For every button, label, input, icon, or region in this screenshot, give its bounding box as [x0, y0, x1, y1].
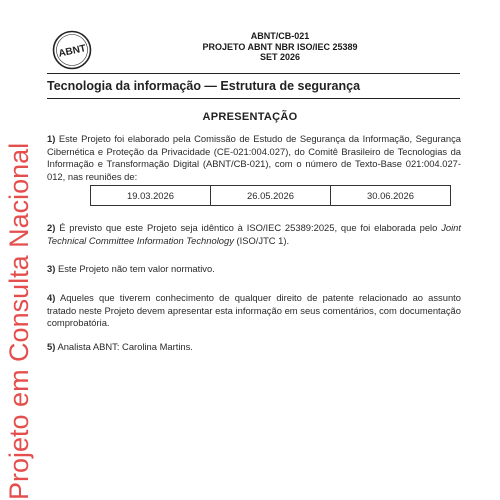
project-date: SET 2026	[259, 52, 301, 62]
paragraph-text: Este Projeto foi elaborado pela Comissão de Estudo de Segurança da Informação, Segurança Cibernética e Proteção da Privacidade (CE-021:004.027), do Comitê Brasileiro de Tecnologias da Informação e Transformação Digital (ABNT/CB-021), com o número de Texto-Base 021:004.027-012, nas reuniões de:	[47, 133, 461, 182]
meeting-date-2: 26.05.2026	[211, 186, 331, 206]
committee-code: ABNT/CB-021	[250, 31, 310, 41]
section-heading: APRESENTAÇÃO	[202, 111, 298, 123]
header-divider	[47, 73, 460, 74]
document-title: Tecnologia da informação — Estrutura de segurança	[47, 79, 361, 93]
paragraph-5	[47, 341, 461, 354]
paragraph-number: 4)	[47, 292, 56, 303]
header-codes	[180, 31, 380, 63]
paragraph-number: 5)	[47, 341, 56, 352]
paragraph-text: É previsto que este Projeto seja idêntico à ISO/IEC 25389:2025, que foi elaborada pelo	[59, 222, 442, 233]
table-row	[91, 186, 451, 206]
paragraph-3	[47, 263, 461, 276]
title-divider	[47, 98, 460, 99]
paragraph-number: 2)	[47, 222, 56, 233]
paragraph-text: Analista ABNT: Carolina Martins.	[57, 341, 193, 352]
project-code: PROJETO ABNT NBR ISO/IEC 25389	[202, 41, 358, 52]
paragraph-4	[47, 292, 461, 330]
paragraph-text-end: (ISO/JTC 1).	[233, 234, 290, 246]
committee-name: Joint Technical Committee Information Technology	[47, 222, 462, 246]
paragraph-number: 1)	[47, 133, 56, 144]
meeting-date-3: 30.06.2026	[331, 186, 451, 206]
consultation-watermark: Projeto em Consulta Nacional	[4, 142, 34, 500]
paragraph-number: 3)	[47, 263, 56, 274]
meeting-date-1: 19.03.2026	[91, 186, 211, 206]
paragraph-2	[47, 222, 461, 247]
paragraph-text: Aqueles que tiverem conhecimento de qualquer direito de patente relacionado ao assunto tratado neste Projeto devem apresentar esta informação em seus comentários, com documentação comprobatória.	[47, 292, 461, 329]
abnt-logo-text: ABNT	[57, 43, 88, 60]
meeting-dates-table	[90, 185, 451, 206]
paragraph-1	[47, 133, 461, 183]
abnt-logo	[52, 30, 92, 70]
paragraph-text: Este Projeto não tem valor normativo.	[57, 263, 215, 274]
